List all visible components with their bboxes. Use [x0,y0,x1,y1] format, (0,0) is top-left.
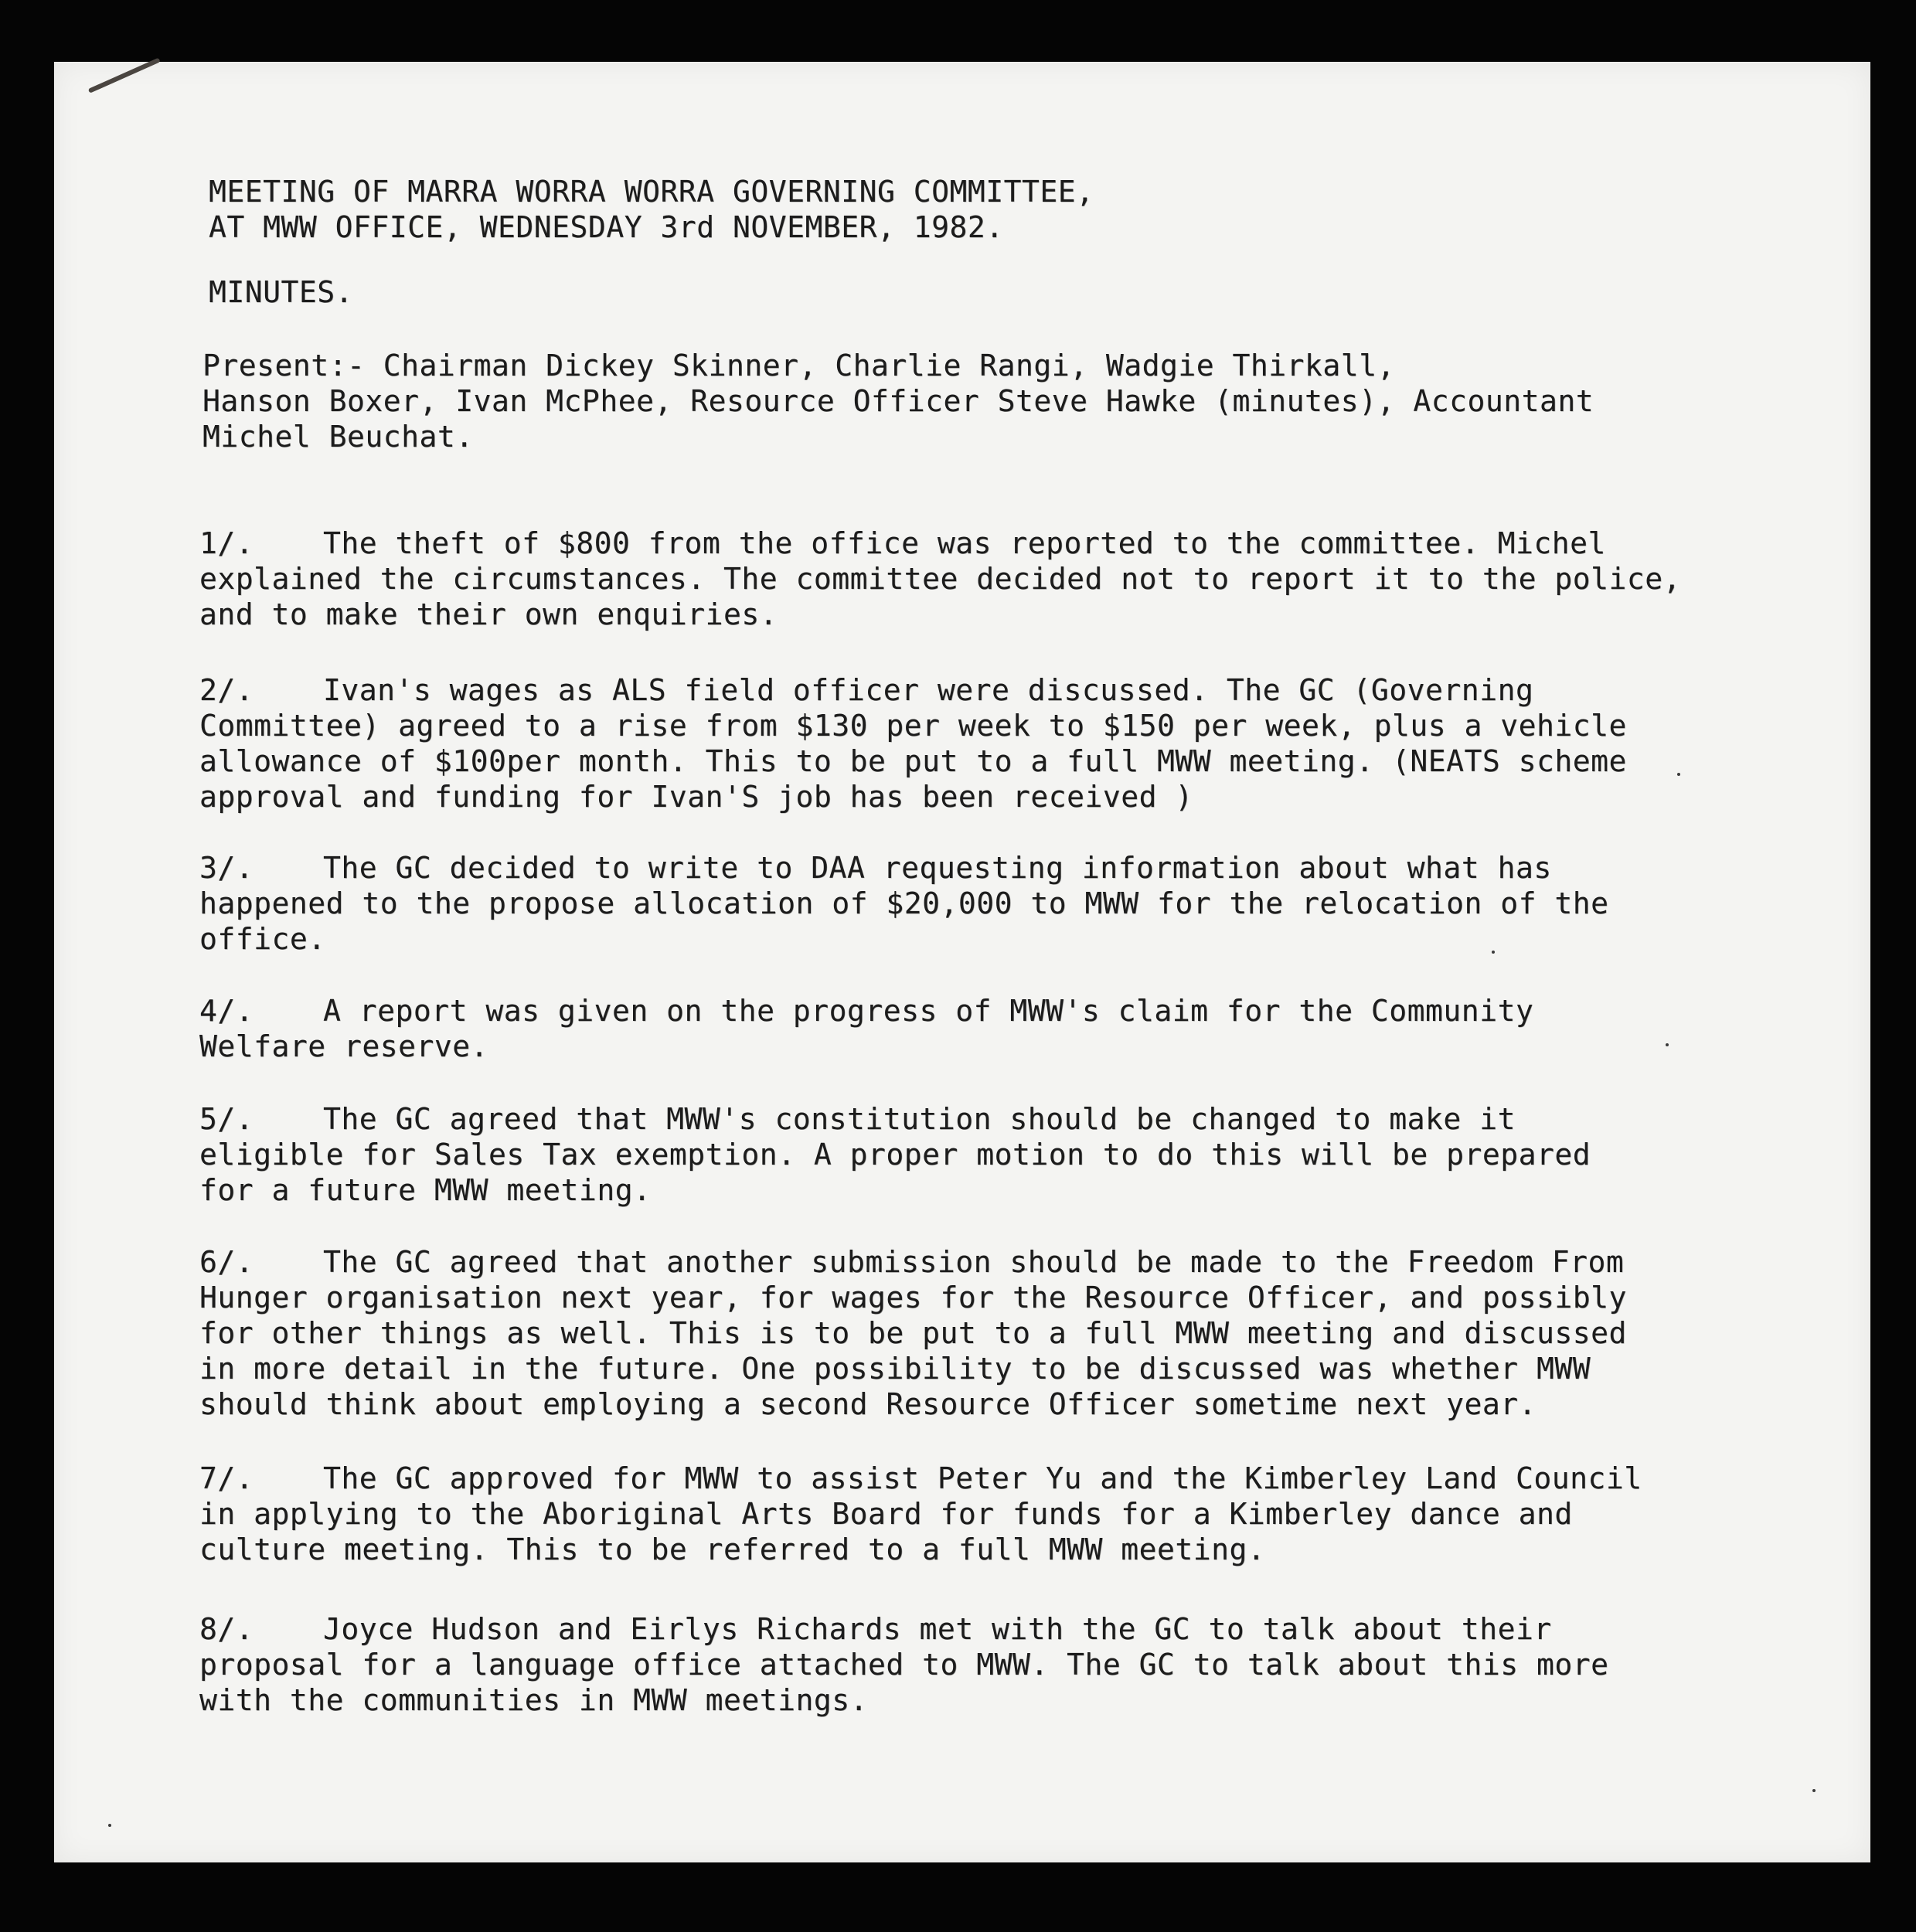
attendees-line-3: Michel Beuchat. [202,420,474,454]
meeting-title [209,174,1094,245]
item-text: proposal for a language office attached to MWW. The GC to talk about this more [199,1648,1609,1682]
item-text: Ivan's wages as ALS field officer were discussed. The GC (Governing [323,673,1534,707]
item-text: and to make their own enquiries. [199,597,778,631]
item-text: eligible for Sales Tax exemption. A proper motion to do this will be prepared [199,1138,1591,1172]
item-text: should think about employing a second Resource Officer sometime next year. [199,1387,1537,1421]
minute-item-1 [199,526,1681,632]
item-text: happened to the propose allocation of $20,000 to MWW for the relocation of the [199,886,1609,920]
item-text: The theft of $800 from the office was reported to the committee. Michel [323,526,1606,560]
item-number: 2/. [199,673,254,707]
item-first-line [199,1244,1627,1280]
attendees-line-2: Hanson Boxer, Ivan McPhee, Resource Officer Steve Hawke (minutes), Accountant [202,384,1594,418]
item-text: for a future MWW meeting. [199,1173,652,1207]
item-number: 5/. [199,1102,254,1136]
minute-item-4 [199,993,1533,1064]
item-first-line [199,672,1627,708]
item-text: with the communities in MWW meetings. [199,1683,868,1717]
item-text: allowance of $100per month. This to be put to a full MWW meeting. (NEATS scheme [199,744,1627,778]
paper-speck [1666,1043,1669,1046]
item-text: The GC decided to write to DAA requesting information about what has [323,851,1552,885]
title-line-2: AT MWW OFFICE, WEDNESDAY 3rd NOVEMBER, 1982. [209,210,1004,244]
paper-speck [1812,1789,1816,1792]
item-first-line [199,850,1608,886]
item-first-line [199,526,1681,561]
item-number: 7/. [199,1461,254,1495]
minute-item-3 [199,850,1608,957]
paper-sheet [54,62,1870,1862]
attendees-paragraph [202,348,1594,454]
paper-speck [1492,951,1495,954]
item-first-line [199,1611,1608,1647]
item-text: in applying to the Aboriginal Arts Board for funds for a Kimberley dance and [199,1497,1573,1531]
item-first-line [199,993,1533,1029]
item-number: 3/. [199,851,254,885]
item-text: A report was given on the progress of MWW's claim for the Community [323,994,1534,1028]
minute-item-7 [199,1461,1642,1567]
minutes-heading: MINUTES. [209,275,354,309]
item-number: 4/. [199,994,254,1028]
minute-item-6 [199,1244,1627,1422]
item-text: culture meeting. This to be referred to a full MWW meeting. [199,1532,1266,1566]
item-number: 1/. [199,526,254,560]
item-text: The GC agreed that MWW's constitution should be changed to make it [323,1102,1516,1136]
item-first-line [199,1101,1591,1137]
minute-item-5 [199,1101,1591,1208]
paper-speck [108,1824,111,1827]
item-number: 8/. [199,1612,254,1646]
title-line-1: MEETING OF MARRA WORRA WORRA GOVERNING COMMITTEE, [209,175,1094,209]
attendees-line-1: Present:- Chairman Dickey Skinner, Charlie Rangi, Wadgie Thirkall, [202,349,1395,383]
item-text: office. [199,922,326,956]
minute-item-2 [199,672,1627,815]
item-text: The GC approved for MWW to assist Peter Yu and the Kimberley Land Council [323,1461,1642,1495]
item-text: for other things as well. This is to be put to a full MWW meeting and discussed [199,1316,1627,1350]
paper-speck [1677,773,1680,776]
item-text: in more detail in the future. One possibility to be discussed was whether MWW [199,1352,1591,1386]
item-text: Joyce Hudson and Eirlys Richards met with the GC to talk about their [323,1612,1552,1646]
item-text: Welfare reserve. [199,1029,489,1063]
minute-item-8 [199,1611,1608,1718]
item-text: Committee) agreed to a rise from $130 per week to $150 per week, plus a vehicle [199,709,1627,743]
item-text: approval and funding for Ivan'S job has been received ) [199,780,1193,814]
item-first-line [199,1461,1642,1496]
item-text: The GC agreed that another submission should be made to the Freedom From [323,1245,1625,1279]
item-text: explained the circumstances. The committee decided not to report it to the police, [199,562,1681,596]
item-text: Hunger organisation next year, for wages for the Resource Officer, and possibly [199,1281,1627,1315]
item-number: 6/. [199,1245,254,1279]
